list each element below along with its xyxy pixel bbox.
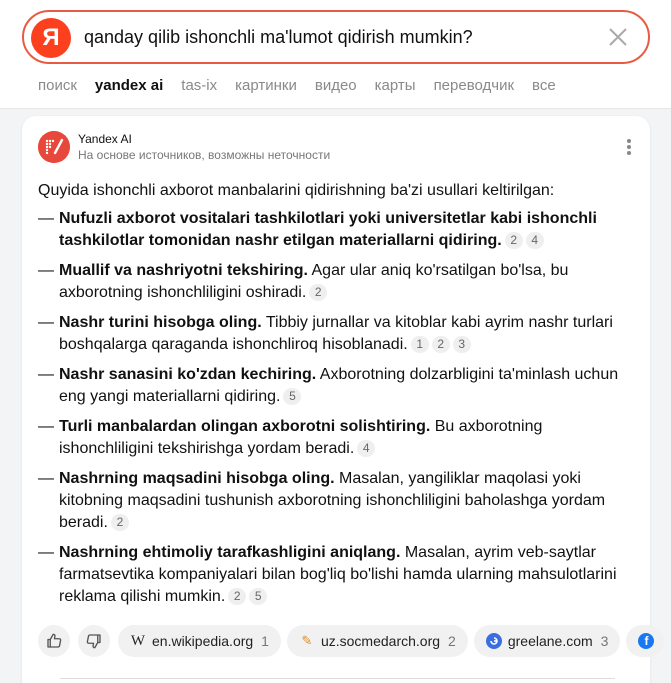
ai-answer-card	[22, 116, 650, 683]
bullet-dash: —	[38, 314, 54, 331]
answer-item-text: Axborotning dolzarbligini ta'minlash uchun eng yangi materiallarni qidiring.	[59, 366, 619, 405]
answer-item-heading: Nashrning ehtimoliy tarafkashligini aniqlang.	[59, 544, 401, 561]
yandex-logo-icon[interactable]: Я	[31, 18, 71, 58]
bullet-dash: —	[38, 544, 54, 561]
divider	[60, 678, 615, 679]
header	[0, 0, 671, 109]
answer-item-text: Bu axborotning ishonchliligini tekshirishga yordam beradi.	[59, 418, 543, 457]
answer-item-text: Agar ular aniq ko'rsatilgan bo'lsa, bu axborotning ishonchliligini oshiradi.	[59, 262, 569, 301]
citation-badge[interactable]: 2	[505, 232, 523, 249]
greelane-icon	[486, 633, 502, 649]
answer-footer	[38, 624, 658, 658]
bullet-dash: —	[38, 210, 54, 227]
search-tabs	[38, 77, 574, 97]
wikipedia-icon: W	[130, 632, 146, 649]
facebook-icon: f	[638, 633, 654, 649]
search-bar[interactable]	[22, 10, 650, 64]
tab-all[interactable]: все	[532, 77, 556, 94]
answer-intro: Quyida ishonchli axborot manbalarini qidirishning ba'zi usullari keltirilgan:	[38, 182, 555, 199]
source-chip[interactable]	[474, 625, 621, 657]
thumbs-up-icon[interactable]	[38, 625, 70, 657]
tab-translator[interactable]: переводчик	[433, 77, 515, 94]
tab-maps[interactable]: карты	[374, 77, 416, 94]
tab-video[interactable]: видео	[314, 77, 357, 94]
tab-poisk[interactable]: поиск	[38, 77, 77, 94]
tab-yandex-ai[interactable]: yandex ai	[94, 77, 164, 94]
citation-badge[interactable]: 1	[411, 336, 429, 353]
answer-item-heading: Muallif va nashriyotni tekshiring.	[59, 262, 308, 279]
source-chip[interactable]	[118, 625, 281, 657]
answer-item-text: Tibbiy jurnallar va kitoblar kabi ayrim nashr turlari boshqalarga qaraganda ishonchliroq hisoblanadi.	[59, 314, 613, 353]
bullet-dash: —	[38, 470, 54, 487]
more-options-icon[interactable]	[626, 139, 632, 157]
citation-badge[interactable]: 3	[453, 336, 471, 353]
ai-disclaimer: На основе источников, возможны неточности	[78, 148, 331, 162]
thumbs-down-icon[interactable]	[78, 625, 110, 657]
socmedarch-icon: ✎	[301, 633, 313, 648]
source-count: 3	[600, 633, 609, 649]
answer-item	[38, 416, 634, 460]
answer-item	[38, 468, 634, 534]
answer-item-heading: Turli manbalardan olingan axborotni solishtiring.	[59, 418, 431, 435]
source-chip[interactable]	[626, 625, 664, 657]
ai-assistant-name: Yandex AI	[78, 132, 132, 146]
close-icon[interactable]	[606, 25, 630, 49]
citation-badge[interactable]: 2	[111, 514, 129, 531]
answer-item	[38, 312, 634, 356]
answer-item-heading: Nashr turini hisobga oling.	[59, 314, 262, 331]
tab-tas-ix[interactable]: tas-ix	[181, 77, 218, 94]
citation-badge[interactable]: 5	[249, 588, 267, 605]
tab-images[interactable]: картинки	[235, 77, 297, 94]
citation-badge[interactable]: 2	[309, 284, 327, 301]
citation-badge[interactable]: 5	[283, 388, 301, 405]
yandex-ai-icon	[38, 131, 70, 163]
citation-badge[interactable]: 2	[432, 336, 450, 353]
answer-item	[38, 208, 634, 252]
source-count: 1	[261, 633, 269, 649]
answer-item	[38, 542, 634, 608]
source-domain: en.wikipedia.org	[152, 633, 254, 649]
answer-item	[38, 260, 634, 304]
citation-badge[interactable]: 4	[357, 440, 375, 457]
bullet-dash: —	[38, 366, 54, 383]
bullet-dash: —	[38, 418, 54, 435]
answer-list	[38, 208, 634, 616]
answer-item-heading: Nufuzli axborot vositalari tashkilotlari yoki universitetlar kabi ishonchli tashkilotlar tomonidan nashr etilgan materiallarni qidiring.	[59, 210, 597, 249]
source-chip[interactable]	[287, 625, 468, 657]
search-input[interactable]: qanday qilib ishonchli ma'lumot qidirish mumkin?	[84, 27, 473, 47]
answer-item	[38, 364, 634, 408]
answer-item-heading: Nashr sanasini ko'zdan kechiring.	[59, 366, 317, 383]
answer-item-text: Masalan, yangiliklar maqolasi yoki kitobning maqsadini tushunish axborotning ishonchliligini baholashga yordam beradi.	[59, 470, 606, 531]
source-domain: greelane.com	[507, 633, 593, 649]
citation-badge[interactable]: 2	[228, 588, 246, 605]
bullet-dash: —	[38, 262, 54, 279]
answer-item-text: Masalan, ayrim veb-saytlar farmatsevtika kompaniyalari bilan bog'liq bo'lishi hamda ularning mahsulotlarini reklama qilishi mumkin.	[59, 544, 617, 605]
answer-item-heading: Nashrning maqsadini hisobga oling.	[59, 470, 335, 487]
source-count: 2	[448, 633, 456, 649]
source-domain: uz.socmedarch.org	[320, 633, 441, 649]
citation-badge[interactable]: 4	[526, 232, 544, 249]
